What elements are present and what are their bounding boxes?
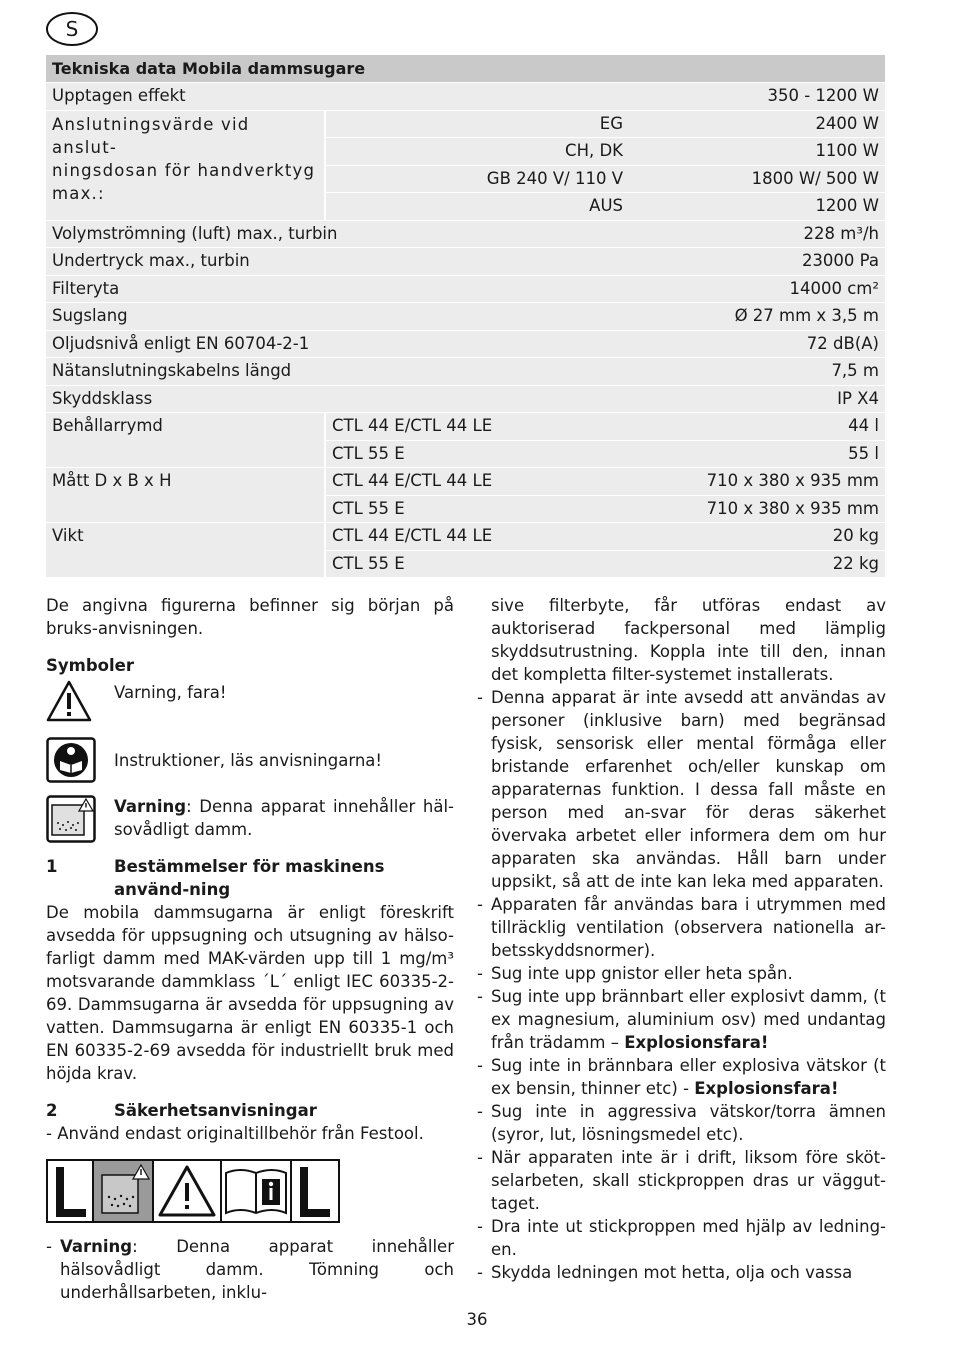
section-1-heading [46, 855, 454, 901]
spec-value: 23000 Pa [801, 251, 879, 270]
safety-list-item: - Denna apparat är inte avsedd att användas av personer (inklusive barn) med begränsad fysisk, sensorisk eller mental förmåga eller bristande erfarenhet och/eller kunskap om apparaternas funktion. I dessa fall måste en person med an-svar för deras säkerhet övervaka arbetet eller informera dem om hur apparaten ska användas. Håll barn under uppsikt, så att de inte kan leka med apparaten. [477, 688, 886, 891]
spec-row [46, 276, 885, 303]
region-label: EG [599, 113, 623, 133]
section-1-text: De mobila dammsugarna är enligt föreskrift avsedda för uppsugning och utsugning av hälso-farligt damm med MAK-värden upp till 1 mg/m³ motsvarande dammklass ´L´ enligt IEC 60335-2-69. Dammsugarna är avsedda för uppsugning av vatten. Dammsugarna är enligt EN 60335-1 och EN 60335-2-69 avsedda för industriellt bruk med höjda krav. [46, 903, 454, 1083]
spec-value: 14000 cm² [789, 278, 879, 298]
spec-label: Nätanslutningskabelns längd [52, 361, 292, 380]
region-label: GB 240 V/ 110 V [486, 168, 623, 188]
spec-row [46, 331, 885, 358]
page-number: 36 [466, 1310, 488, 1329]
safety-list-item: - Sug inte upp gnistor eller heta spån. [477, 962, 886, 985]
instruction-book-icon [220, 1159, 292, 1223]
section-number: 2 [46, 1101, 58, 1120]
spec-value: 72 dB(A) [806, 333, 879, 353]
spec-value: 1100 W [815, 141, 879, 160]
dust-warning-icon [92, 1159, 154, 1223]
spec-value: 228 m³/h [803, 223, 879, 243]
spec-value: 350 - 1200 W [767, 86, 879, 105]
model-label: CTL 44 E/CTL 44 LE [332, 471, 493, 490]
spec-group-weight [46, 523, 885, 577]
spec-value: 7,5 m [831, 361, 879, 380]
dust-container-icon [46, 795, 96, 841]
symbol-dust [46, 795, 454, 841]
section-title: Bestämmelser för maskinens använd-ning [114, 857, 385, 899]
spec-subrow [324, 193, 885, 220]
model-label: CTL 55 E [332, 498, 405, 518]
dust-class-l-icon [290, 1159, 340, 1223]
symbols-title: Symboler [46, 656, 134, 675]
safety-item-accessories: - Använd endast originaltillbehör från Festool. [46, 1124, 424, 1143]
safety-item-dust: - Varning: Denna apparat innehåller hälsovådligt damm. Tömning och underhållsarbeten, inklu- [46, 1237, 454, 1302]
explosion-warning: Explosionsfara! [624, 1033, 769, 1052]
spec-row [46, 221, 885, 248]
spec-label: Undertryck max., turbin [52, 251, 250, 270]
region-label: CH, DK [565, 141, 623, 160]
region-label: AUS [589, 196, 623, 215]
spec-subrow [324, 496, 885, 523]
spec-subrow [324, 166, 885, 193]
label-line: ningsdosan för handverktyg [52, 160, 316, 180]
spec-subrow [324, 551, 885, 578]
left-column [46, 594, 454, 1304]
spec-row [46, 358, 885, 385]
safety-list-item: - Sug inte in aggressiva vätskor/torra ämnen (syror, lut, lösningsmedel etc). [477, 1102, 886, 1144]
model-label: CTL 55 E [332, 553, 405, 573]
spec-value: 22 kg [832, 553, 879, 573]
symbol-warning [46, 679, 454, 725]
spec-subrow [324, 468, 885, 495]
spec-label: Behållarrymd [46, 413, 324, 467]
spec-table [46, 55, 885, 578]
section-title: Säkerhetsanvisningar [114, 1101, 317, 1120]
safety-item-text: Sug inte upp brännbart eller explosivt damm, (t ex magnesium, aluminium osv) med undantag från trädamm – [491, 987, 886, 1052]
spec-value: 710 x 380 x 935 mm [706, 498, 879, 518]
spec-value: Ø 27 mm x 3,5 m [734, 306, 879, 325]
spec-value: 20 kg [832, 526, 879, 545]
spec-group-capacity [46, 413, 885, 467]
spec-label: Skyddsklass [52, 388, 153, 408]
spec-subrow [324, 441, 885, 468]
safety-item-text: När apparaten inte är i drift, liksom före sköt-selarbeten, skall stickproppen dras ur väggut-taget. [491, 1148, 886, 1213]
spec-group-dimensions [46, 468, 885, 522]
label-line: Anslutningsvärde vid anslut- [52, 114, 250, 157]
spec-label: Vikt [46, 523, 324, 577]
safety-list-item: - Skydda ledningen mot hetta, olja och vassa [477, 1261, 886, 1284]
model-label: CTL 44 E/CTL 44 LE [332, 416, 493, 435]
dust-class-l-icon [46, 1159, 94, 1223]
language-badge [46, 12, 98, 46]
model-label: CTL 55 E [332, 443, 405, 463]
spec-row [46, 386, 885, 413]
spec-label: Oljudsnivå enligt EN 60704-2-1 [52, 333, 310, 353]
safety-list-item: - Apparaten får användas bara i utrymmen med tillräcklig ventilation (observera nationella ar-betsskyddsnormer). [477, 895, 886, 960]
spec-value: IP X4 [837, 388, 879, 408]
symbol-read-label: Instruktioner, läs anvisningarna! [114, 750, 383, 770]
spec-value: 1800 W/ 500 W [751, 168, 879, 188]
spec-subrow [324, 523, 885, 550]
spec-label: Filteryta [52, 278, 120, 298]
language-code: S [65, 17, 79, 41]
spec-subrow [324, 138, 885, 165]
spec-value: 710 x 380 x 935 mm [706, 471, 879, 490]
warning-triangle-icon [46, 679, 96, 725]
read-manual-icon [46, 737, 96, 783]
safety-list-item: - När apparaten inte är i drift, liksom före sköt-selarbeten, skall stickproppen dras ur väggut-taget. [477, 1148, 886, 1213]
safety-item-text: Denna apparat är inte avsedd att användas av personer (inklusive barn) med begränsad fysisk, sensorisk eller mental förmåga eller bristande erfarenhet och/eller kunskap om apparaternas funktion. I dessa fall måste en person med an-svar för deras säkerhet övervaka arbetet eller informera dem om hur apparaten ska användas. Håll barn under uppsikt, så att de inte kan leka med apparaten. [491, 688, 886, 891]
warning-triangle-icon [152, 1159, 222, 1223]
safety-item-text: Dra inte ut stickproppen med hjälp av ledning-en. [491, 1217, 886, 1259]
spec-row-power [46, 83, 885, 110]
spec-row [46, 248, 885, 275]
spec-value: 1200 W [815, 196, 879, 215]
continuation-text: sive filterbyte, får utföras endast av auktoriserad fackpersonal med lämplig skyddsutrustning. Koppla inte till den, innan det kompletta filter-systemet installerats. [491, 596, 886, 684]
section-2-heading [46, 1099, 454, 1122]
spec-row [46, 303, 885, 330]
safety-item-text: : Denna apparat innehåller hälsovådligt damm. Tömning och underhållsarbeten, inklu- [60, 1237, 454, 1302]
safety-item-text: Apparaten får användas bara i utrymmen med tillräcklig ventilation (observera nationella ar-betsskyddsnormer). [491, 895, 886, 960]
safety-item-text: Sug inte in brännbara eller explosiva vätskor (t ex bensin, thinner etc) - [491, 1056, 886, 1098]
safety-item-text: Sug inte in aggressiva vätskor/torra ämnen (syror, lut, lösningsmedel etc). [491, 1102, 886, 1144]
symbol-read [46, 737, 454, 783]
safety-item-text: Sug inte upp gnistor eller heta spån. [491, 964, 793, 983]
safety-list-item: - Dra inte ut stickproppen med hjälp av ledning-en. [477, 1217, 886, 1259]
safety-icon-strip [46, 1159, 454, 1223]
spec-label: Mått D x B x H [46, 468, 324, 522]
warning-word: Varning [114, 797, 187, 816]
safety-list-item: - Sug inte upp brännbart eller explosivt damm, (t ex magnesium, aluminium osv) med undantag från trädamm – Explosionsfara! [477, 987, 886, 1052]
spec-label: Sugslang [52, 306, 128, 325]
intro-text: De angivna figurerna befinner sig början på bruks-anvisningen. [46, 596, 454, 638]
symbol-warning-label: Varning, fara! [114, 682, 227, 702]
label-line: max.: [52, 183, 105, 203]
model-label: CTL 44 E/CTL 44 LE [332, 526, 493, 545]
section-number: 1 [46, 857, 58, 876]
safety-item-text: Skydda ledningen mot hetta, olja och vassa [491, 1263, 853, 1282]
right-column [477, 594, 886, 1284]
safety-list-item: - Sug inte in brännbara eller explosiva vätskor (t ex bensin, thinner etc) - Explosionsfara! [477, 1056, 886, 1098]
spec-subrow [324, 413, 885, 440]
spec-label: Volymströmning (luft) max., turbin [52, 223, 338, 243]
symbol-dust-text [114, 795, 454, 841]
explosion-warning: Explosionsfara! [694, 1079, 839, 1098]
spec-group-connection [46, 111, 885, 220]
symbol-dust-rest: : Denna apparat innehåller häl-sovådligt damm. [114, 797, 454, 839]
spec-table-title: Tekniska data Mobila dammsugare [46, 55, 885, 82]
spec-value: 55 l [848, 443, 879, 463]
warning-word: Varning [60, 1237, 133, 1256]
spec-label-connection [46, 111, 324, 220]
spec-subrow [324, 111, 885, 138]
spec-value: 44 l [848, 416, 879, 435]
spec-label: Upptagen effekt [52, 86, 186, 105]
spec-value: 2400 W [815, 113, 879, 133]
